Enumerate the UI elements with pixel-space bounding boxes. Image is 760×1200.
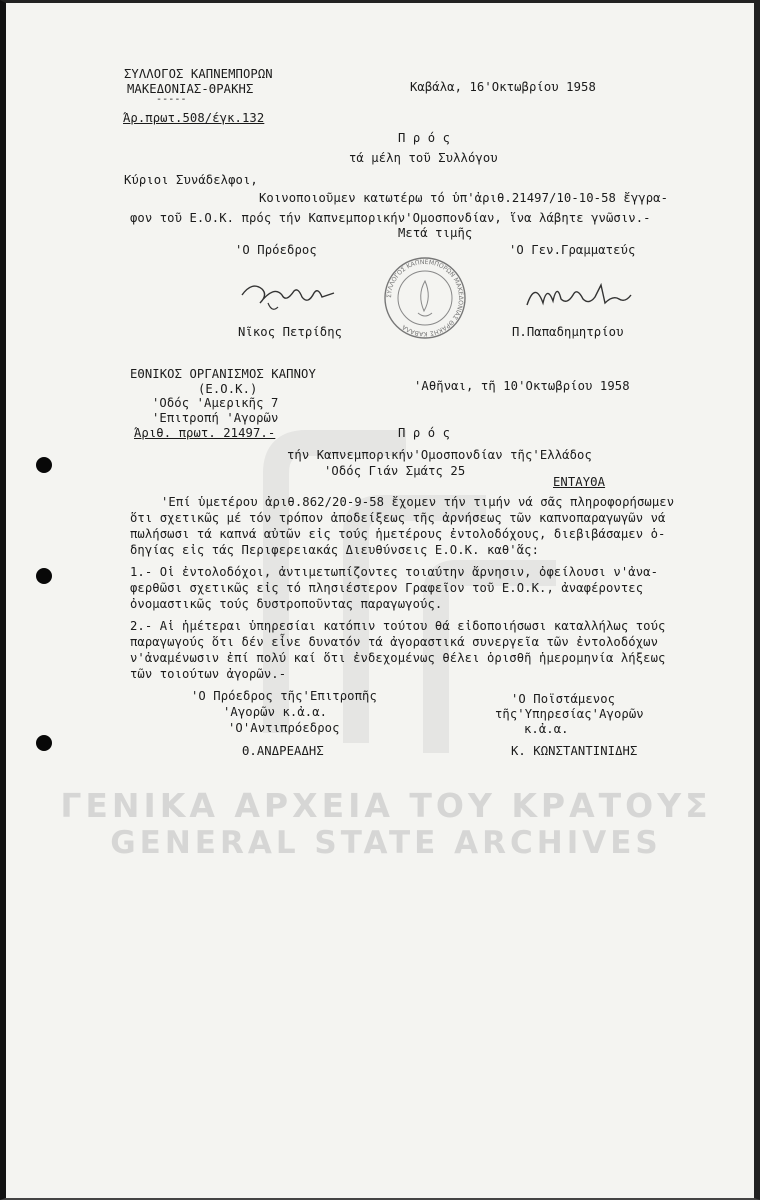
letter1-body-line-2: φον τοῦ Ε.Ο.Κ. πρός τήν Καπνεμπορικήν'Ομοσπονδίαν, ἵνα λάβητε γνῶσιν.- [130,211,651,225]
letter1-pros: Π ρ ό ς [398,131,451,145]
letter2-item2-line-2: παραγωγούς ὅτι δέν εἶνε δυνατόν τά ἀγοραστικά συνεργεῖα τῶν ἐντολοδόχων [130,635,659,649]
letter2-org: ΕΘΝΙΚΟΣ ΟΡΓΑΝΙΣΜΟΣ ΚΑΠΝΟΥ [130,367,316,381]
letter2-item2-line-4: τῶν τοιούτων ἀγορῶν.- [130,667,287,681]
letter2-pros: Π ρ ό ς [398,426,451,440]
sender-line-1: ΣΥΛΛΟΓΟΣ ΚΑΠΝΕΜΠΟΡΩΝ [124,67,273,81]
sig-left-line-1: 'Ο Πρόεδρος τῆς'Επιτροπῆς [191,689,377,703]
watermark-english: GENERAL STATE ARCHIVES [110,825,662,861]
watermark-greek: ΓΕΝΙΚΑ ΑΡΧΕΙΑ ΤΟΥ ΚΡΑΤΟΥΣ [60,786,712,825]
letter1-salutation: Κύριοι Συνάδελφοι, [124,173,258,187]
sig-right-line-2: τῆς'Υπηρεσίας'Αγορῶν [495,707,644,721]
letter2-location: ΕΝΤΑΥΘΑ [553,475,606,489]
letter2-street: 'Οδός 'Αμερικῆς 7 [152,396,279,410]
letter2-org-abbr: (Ε.Ο.Κ.) [198,382,258,396]
letter2-para1-line-1: 'Επί ὑμετέρου ἀριθ.862/20-9-58 ἔχομεν τήν τιμήν νά σᾶς πληροφορήσωμεν [161,495,675,509]
svg-text:ΣΥΛΛΟΓΟΣ ΚΑΠΝΕΜΠΟΡΩΝ ΜΑΚΕΔΟΝΙΑ: ΣΥΛΛΟΓΟΣ ΚΑΠΝΕΜΠΟΡΩΝ ΜΑΚΕΔΟΝΙΑΣ ΘΡΑΚΗΣ ΚΑΒΑΛΑ [385,258,465,338]
sender-line-2: ΜΑΚΕΔΟΝΙΑΣ-ΘΡΑΚΗΣ [127,82,254,96]
letter2-dept: 'Επιτροπή 'Αγορῶν [152,411,279,425]
letter1-left-name: Νῖκος Πετρίδης [238,325,343,339]
letter1-date: Καβάλα, 16'Οκτωβρίου 1958 [410,80,596,94]
letter1-protocol: Άρ.πρωτ.508/έγκ.132 [123,111,265,125]
letter2-item2-line-1: 2.- Αἱ ἡμέτεραι ὑπηρεσίαι κατόπιν τούτου θά εἰδοποιήσωσι καταλλήλως τούς [130,619,666,633]
letter2-para1-line-4: δηγίας εἰς τάς Περιφερειακάς Διευθύνσεις Ε.Ο.Κ. καθ'ἅς: [130,543,540,557]
letter2-item1-line-3: ὀνομαστικῶς τούς δυστροποῦντας παραγωγούς. [130,597,443,611]
letter2-date: 'Αθῆναι, τῆ 10'Οκτωβρίου 1958 [414,379,630,393]
sig-right-name: Κ. ΚΩΝΣΤΑΝΤΙΝΙΔΗΣ [511,744,638,758]
letter1-left-title: 'Ο Πρόεδρος [235,243,317,257]
letter2-item2-line-3: ν'ἀναμένωσιν ἐπί πολύ καί ὅτι ἐνδεχομένως θέλει ὁρισθῆ ἡμερομηνία λήξεως [130,651,666,665]
letter1-right-title: 'Ο Γεν.Γραμματεύς [509,243,636,257]
sig-right-line-3: κ.ἀ.α. [524,722,569,736]
letter2-recipient-line-2: 'Οδός Γιάν Σμάτς 25 [324,464,466,478]
punch-hole-top [36,457,52,473]
letter2-protocol: Άριθ. πρωτ. 21497.- [134,426,276,440]
sig-left-line-3: 'Ο'Αντιπρόεδρος [228,721,340,735]
punch-hole-middle [36,568,52,584]
letter2-item1-line-2: φερθῶσι σχετικῶς εἰς τό πλησιέστερον Γραφεῖον τοῦ Ε.Ο.Κ., ἀναφέροντες [130,581,644,595]
signature-papadimitriou [521,275,641,315]
sig-left-name: Θ.ΑΝΔΡΕΑΔΗΣ [242,744,324,758]
letter2-item1-line-1: 1.- Οἱ ἐντολοδόχοι, ἀντιμετωπίζοντες τοιαύτην ἄρνησιν, ὀφείλουσι ν'ἀνα- [130,565,659,579]
letter1-right-name: Π.Παπαδημητρίου [512,325,624,339]
letter2-recipient-line-1: τήν Καπνεμπορικήν'Ομοσπονδίαν τῆς'Ελλάδος [287,448,592,462]
letter1-body-line-1: Κοινοποιοῦμεν κατωτέρω τό ὑπ'ἀριθ.21497/10-10-58 ἔγγρα- [259,191,669,205]
sig-left-line-2: 'Αγορῶν κ.ἀ.α. [223,705,328,719]
punch-hole-bottom [36,735,52,751]
letter2-para1-line-2: ὅτι σχετικῶς μέ τόν τρόπον ἀποδείξεως τῆς ἀρνήσεως τῶν καπνοπαραγωγῶν νά [130,511,666,525]
sig-right-line-1: 'Ο Ποϊστάμενος [511,692,616,706]
signature-petridis [238,273,348,317]
letter1-recipient: τά μέλη τοῦ Συλλόγου [349,151,498,165]
letter1-closing: Μετά τιμῆς [398,226,473,240]
association-seal [382,255,468,341]
letter2-para1-line-3: πωλήσωσι τά καπνά αὐτῶν εἰς τούς ἡμετέρους ἐντολοδόχους, διεβιβάσαμεν ὁ- [130,527,666,541]
separator-dashes: ----- [156,94,187,105]
